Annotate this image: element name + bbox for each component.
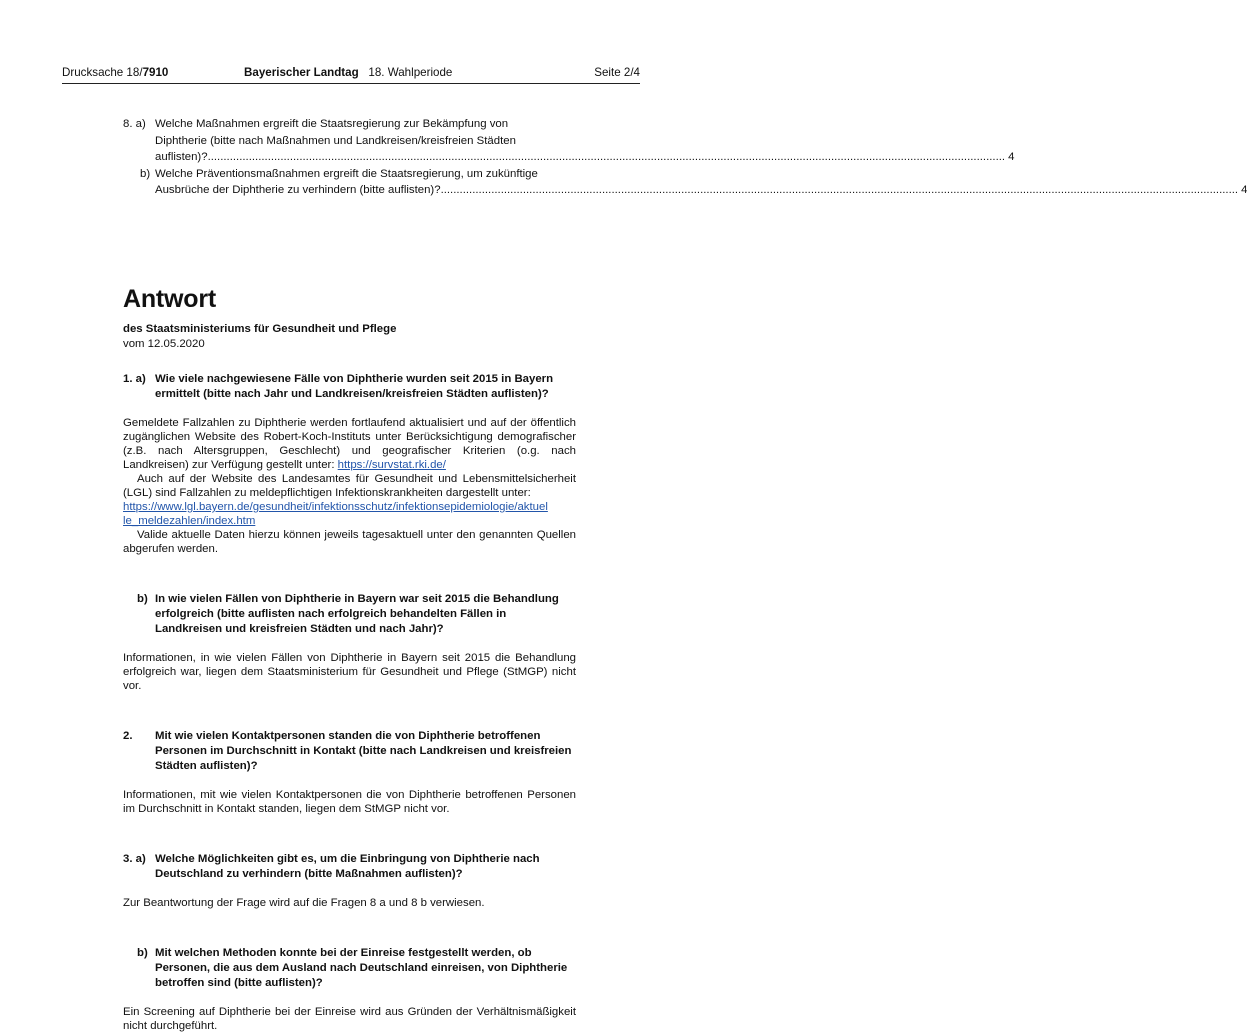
table-of-contents (123, 116, 1247, 199)
toc-page-number: 4 (1241, 184, 1247, 196)
answer-2: Informationen, mit wie vielen Kontaktpersonen die von Diphtherie betroffenen Personen im Durchschnitt in Kontakt standen, liegen dem StMGP nicht vor. (123, 789, 576, 815)
question-3b: b) Mit welchen Methoden konnte bei der Einreise festgestellt werden, ob Personen, die aus dem Ausland nach Deutschland einreisen, von Diphtherie betroffen sind (bitte auflisten)? (137, 947, 568, 989)
rki-survstat-link[interactable]: https://survstat.rki.de/ (337, 459, 446, 471)
lgl-link-paragraph (123, 500, 576, 528)
answer-date: vom 12.05.2020 (123, 338, 205, 350)
toc-page-number: 4 (1008, 151, 1015, 163)
lgl-meldezahlen-link[interactable]: https://www.lgl.bayern.de/gesundheit/infektionsschutz/infektionsepidemiologie/aktuel le_meldezahlen/index.htm (123, 501, 548, 527)
toc-entry-8a[interactable]: 8. a) Welche Maßnahmen ergreift die Staatsregierung zur Bekämpfung von Diphtherie (bitte nach Maßnahmen und Landkreisen/kreisfreien Städten auflisten)? ............................................................................................................................................................................................................................................................ 4 (123, 116, 575, 166)
answer-subtitle: des Staatsministeriums für Gesundheit und Pflege (123, 323, 397, 335)
toc-entry-8b[interactable]: b) Welche Präventionsmaßnahmen ergreift die Staatsregierung, um zukünftige Ausbrüche der Diphtherie zu verhindern (bitte auflisten)? ............................................................................................................................................................................................................................................................ 4 (123, 166, 575, 199)
page-indicator: Seite 2/4 (594, 66, 640, 79)
question-1b: b) In wie vielen Fällen von Diphtherie in Bayern war seit 2015 die Behandlung erfolgreich (bitte auflisten nach erfolgreich behandelten Fällen in Landkreisen und kreisfreien Städten und nach Jahr)? (137, 593, 559, 635)
parliament-label: Bayerischer Landtag 18. Wahlperiode (244, 66, 453, 79)
toc-leader: ............................................................................................................................................................................................................................................................ (207, 151, 1006, 163)
answer-title: Antwort (123, 285, 217, 313)
question-2: 2. Mit wie vielen Kontaktpersonen standen die von Diphtherie betroffenen Personen im Durchschnitt in Kontakt (bitte nach Landkreisen und kreisfreien Städten auflisten)? (123, 730, 572, 772)
answer-1a-p2: Auch auf der Website des Landesamtes für Gesundheit und Lebensmittelsicherheit (LGL) sind Fallzahlen zu meldepflichtigen Infektionskrankheiten dargestellt unter: (123, 473, 576, 499)
document-number: Drucksache 18/7910 (62, 66, 169, 79)
page-header (62, 66, 640, 79)
answer-section (123, 285, 576, 1033)
answer-1a-p3: Valide aktuelle Daten hierzu können jeweils tagesaktuell unter den genannten Quellen abgerufen werden. (123, 529, 576, 555)
answer-3b: Ein Screening auf Diphtherie bei der Einreise wird aus Gründen der Verhältnismäßigkeit nicht durchgeführt. (123, 1006, 576, 1032)
question-3a: 3. a) Welche Möglichkeiten gibt es, um die Einbringung von Diphtherie nach Deutschland zu verhindern (bitte Maßnahmen auflisten)? (123, 853, 540, 880)
toc-leader: ............................................................................................................................................................................................................................................................ (440, 184, 1239, 196)
answer-1a-p1: Gemeldete Fallzahlen zu Diphtherie werden fortlaufend aktualisiert und auf der öffentlich zugänglichen Website des Robert-Koch-Instituts unter Berücksichtigung demografischer (z.B. nach Altersgruppen, Geschlecht) und geografischer Kriterien (o.g. nach Landkreisen) zur Verfügung gestellt unter: https://survstat.rki.de/ (123, 417, 576, 471)
header-divider (62, 83, 640, 84)
answer-1b: Informationen, in wie vielen Fällen von Diphtherie in Bayern seit 2015 die Behandlung erfolgreich war, liegen dem Staatsministerium für Gesundheit und Pflege (StMGP) nicht vor. (123, 652, 576, 692)
answer-3a: Zur Beantwortung der Frage wird auf die Fragen 8 a und 8 b verwiesen. (123, 897, 485, 909)
question-1a: 1. a) Wie viele nachgewiesene Fälle von Diphtherie wurden seit 2015 in Bayern ermittelt (bitte nach Jahr und Landkreisen/kreisfreien Städten auflisten)? (123, 373, 554, 400)
